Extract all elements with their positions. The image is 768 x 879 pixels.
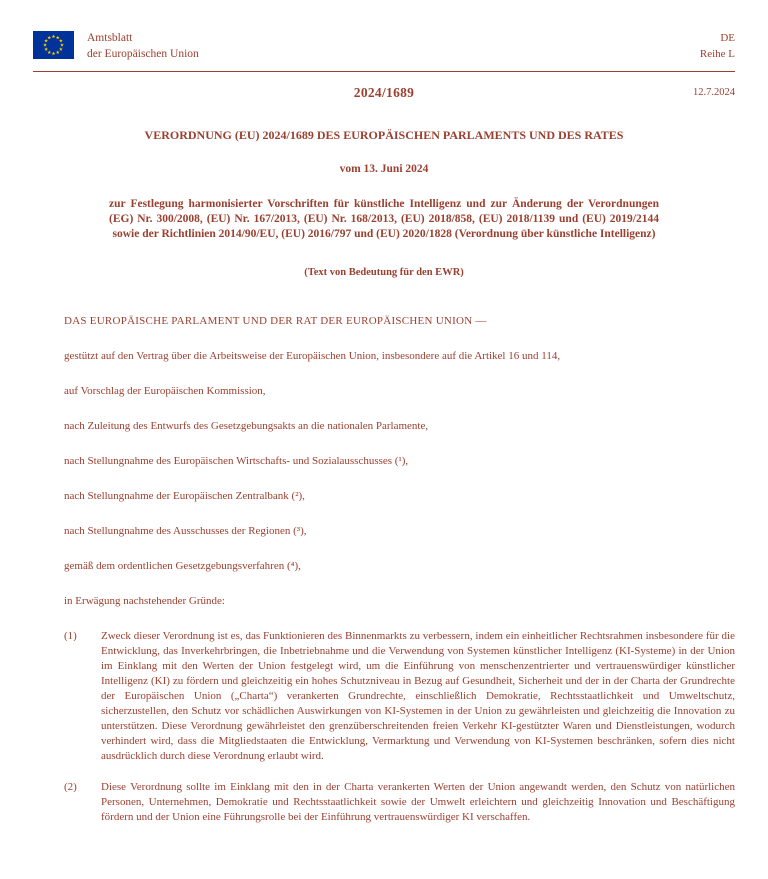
header-divider <box>33 71 735 72</box>
journal-title-line2: der Europäischen Union <box>87 48 199 60</box>
recital-number: (2) <box>64 781 77 793</box>
citation-line: nach Stellungnahme des Ausschusses der Regionen (³), <box>64 525 307 537</box>
series-label: Reihe L <box>699 48 735 60</box>
citation-line: in Erwägung nachstehender Gründe: <box>64 595 225 607</box>
adoption-date-line: vom 13. Juni 2024 <box>339 163 429 175</box>
journal-branding <box>33 30 199 62</box>
masthead <box>33 85 735 103</box>
recital-number: (1) <box>64 630 77 642</box>
language-code: DE <box>720 32 735 44</box>
eea-relevance-note: (Text von Bedeutung für den EWR) <box>304 267 464 278</box>
citation-line: auf Vorschlag der Europäischen Kommission, <box>64 385 266 397</box>
document-body <box>64 314 735 825</box>
recital <box>64 629 735 764</box>
citation-line: gemäß dem ordentlichen Gesetzgebungsverfahren (⁴), <box>64 560 301 572</box>
recital-text: Zweck dieser Verordnung ist es, das Funktionieren des Binnenmarkts zu verbessern, indem ein einheitlicher Rechtsrahmen insbesondere für die Entwicklung, das Inverkehrbringen, die Inbetriebnahme und die Verwendung von Systemen künstlicher Intelligenz (KI-Systeme) in der Union im Einklang mit den Werten der Union festgelegt wird, um die Einführung von menschenzentrierter und vertrauenswürdiger künstlicher Intelligenz (KI) zu fördern und gleichzeitig ein hohes Schutzniveau in Bezug auf Gesundheit, Sicherheit und der in der Charta der Grundrechte der Europäischen Union („Charta“) verankerten Grundrechte, einschließlich Demokratie, Rechtsstaatlichkeit und Umweltschutz, sicherzustellen, den Schutz vor schädlichen Auswirkungen von KI-Systemen in der Union zu gewährleisten und gleichzeitig die Innovation zu unterstützen. Diese Verordnung gewährleistet den grenzüberschreitenden freien Verkehr KI-gestützter Waren und Dienstleistungen, wodurch verhindert wird, dass die Mitgliedstaaten die Entwicklung, Vermarktung und Verwendung von KI-Systemen beschränken, sofern dies nicht ausdrücklich durch diese Verordnung erlaubt wird. <box>101 630 735 762</box>
publication-date: 12.7.2024 <box>693 87 735 98</box>
recital <box>64 780 735 825</box>
preamble-opening: DAS EUROPÄISCHE PARLAMENT UND DER RAT DER EUROPÄISCHEN UNION — <box>64 315 487 327</box>
journal-title <box>87 30 199 62</box>
recital-text: Diese Verordnung sollte im Einklang mit den in der Charta verankerten Werten der Union angewandt werden, den Schutz von natürlichen Personen, Unternehmen, Demokratie und Rechtsstaatlichkeit sowie der Umwelt erleichtern und gleichzeitig Innovation und Beschäftigung fördern und der Union eine Führungsrolle bei der Einführung vertrauenswürdiger KI verschaffen. <box>101 781 735 823</box>
header-meta <box>700 30 735 62</box>
document-subject: zur Festlegung harmonisierter Vorschriften für künstliche Intelligenz und zur Änderung der Verordnungen (EG) Nr. 300/2008, (EU) Nr. 167/2013, (EU) Nr. 168/2013, (EU) 2018/858, (EU) 2018/1139 und (EU) 2019/2144 sowie der Richtlinien 2014/90/EU, (EU) 2016/797 und (EU) 2020/1828 (Verordnung über künstliche Intelligenz) <box>109 198 659 240</box>
citation-line: nach Stellungnahme des Europäischen Wirtschafts- und Sozialausschusses (¹), <box>64 455 409 467</box>
title-block <box>33 127 735 278</box>
journal-header <box>33 30 735 62</box>
citation-line: nach Stellungnahme der Europäischen Zentralbank (²), <box>64 490 305 502</box>
document-title: VERORDNUNG (EU) 2024/1689 DES EUROPÄISCHEN PARLAMENTS UND DES RATES <box>144 128 624 142</box>
eu-flag-logo <box>33 31 74 59</box>
citation-line: nach Zuleitung des Entwurfs des Gesetzgebungsakts an die nationalen Parlamente, <box>64 420 429 432</box>
journal-title-line1: Amtsblatt <box>87 32 133 44</box>
citation-line: gestützt auf den Vertrag über die Arbeitsweise der Europäischen Union, insbesondere auf die Artikel 16 und 114, <box>64 350 561 362</box>
document-number: 2024/1689 <box>353 85 415 100</box>
